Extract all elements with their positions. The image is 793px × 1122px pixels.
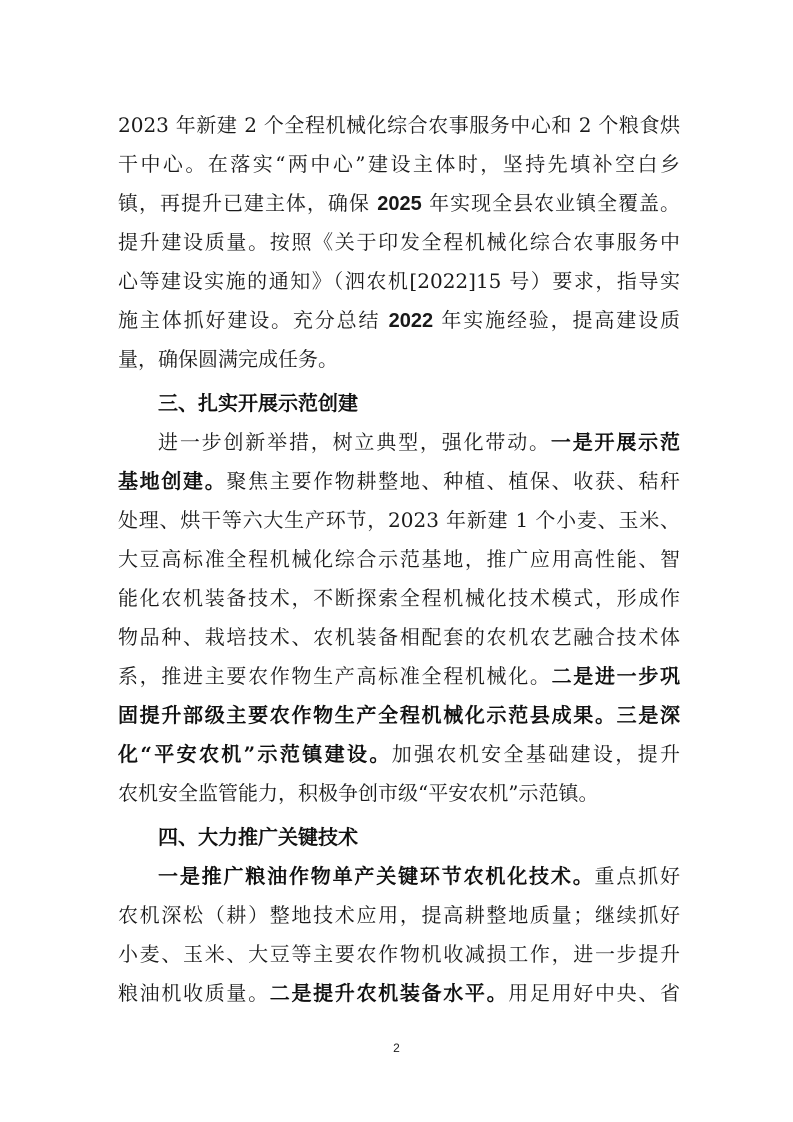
text-segment: 心等建设实施的通知》（泗农机[2022]15 号）要求，指导实 (118, 269, 680, 293)
text-segment: 2023 年新建 2 个全程机械化综合农事服务中心和 2 个粮食烘 (118, 113, 680, 137)
text-line (118, 618, 680, 657)
text-line (118, 223, 680, 262)
text-line (118, 501, 680, 540)
text-line (118, 896, 680, 935)
bold-segment: 二是提升农机装备水平。 (269, 981, 509, 1005)
text-segment: 年实施经验，提高建设质 (433, 308, 680, 332)
text-line (118, 857, 680, 896)
bold-segment: 化“平安农机”示范镇建设。 (118, 742, 392, 766)
bold-number: 2022 (388, 310, 434, 332)
page-number: 2 (393, 1041, 400, 1055)
text-segment: 干中心。在落实“两中心”建设主体时，坚持先填补空白乡 (118, 152, 680, 176)
bold-segment: 二是进一步巩 (551, 664, 680, 688)
text-line (118, 462, 680, 501)
text-line (118, 774, 680, 813)
text-line (118, 540, 680, 579)
text-line (118, 145, 680, 184)
document-body (118, 106, 680, 1013)
text-line (118, 340, 680, 379)
text-segment: 量，确保圆满完成任务。 (118, 347, 338, 371)
text-line (118, 735, 680, 774)
bold-segment: 固提升部级主要农作物生产全程机械化示范县成果。三是深 (118, 703, 680, 727)
text-line (118, 262, 680, 301)
bold-segment: 基地创建。 (118, 469, 227, 493)
text-line (118, 106, 680, 145)
text-segment: 农机安全监管能力，积极争创市级“平安农机”示范镇。 (118, 781, 599, 805)
text-segment: 大豆高标准全程机械化综合示范基地，推广应用高性能、智 (118, 547, 680, 571)
text-line (118, 423, 680, 462)
text-segment: 进一步创新举措，树立典型，强化带动。 (158, 430, 551, 454)
text-line (118, 301, 680, 340)
text-segment: 提升建设质量。按照《关于印发全程机械化综合农事服务中 (118, 230, 680, 254)
text-segment: 镇，再提升已建主体，确保 (118, 191, 378, 215)
text-line (118, 184, 680, 223)
text-segment: 重点抓好 (594, 864, 680, 888)
bold-number: 2025 (377, 193, 422, 215)
text-line (118, 935, 680, 974)
text-segment: 粮油机收质量。 (118, 981, 270, 1005)
text-segment: 加强农机安全基础建设，提升 (391, 742, 680, 766)
text-line (118, 974, 680, 1013)
bold-segment: 一是推广粮油作物单产关键环节农机化技术。 (158, 864, 595, 888)
text-segment: 农机深松（耕）整地技术应用，提高耕整地质量；继续抓好 (118, 903, 680, 927)
text-segment: 小麦、玉米、大豆等主要农作物机收减损工作，进一步提升 (118, 942, 680, 966)
text-segment: 聚焦主要作物耕整地、种植、植保、收获、秸秆 (226, 469, 680, 493)
bold-segment: 一是开展示范 (550, 430, 680, 454)
text-segment: 系，推进主要农作物生产高标准全程机械化。 (118, 664, 552, 688)
text-line (118, 657, 680, 696)
text-line (118, 696, 680, 735)
text-segment: 物品种、栽培技术、农机装备相配套的农机农艺融合技术体 (118, 625, 680, 649)
text-segment: 年实现全县农业镇全覆盖。 (421, 191, 680, 215)
text-segment: 处理、烘干等六大生产环节，2023 年新建 1 个小麦、玉米、 (118, 508, 680, 532)
text-segment: 施主体抓好建设。充分总结 (118, 308, 389, 332)
text-line (118, 579, 680, 618)
text-segment: 能化农机装备技术，不断探索全程机械化技术模式，形成作 (118, 586, 680, 610)
section-heading-4: 四、大力推广关键技术 (158, 825, 358, 849)
text-segment: 用足用好中央、省 (508, 981, 680, 1005)
section-heading-3: 三、扎实开展示范创建 (158, 391, 358, 415)
